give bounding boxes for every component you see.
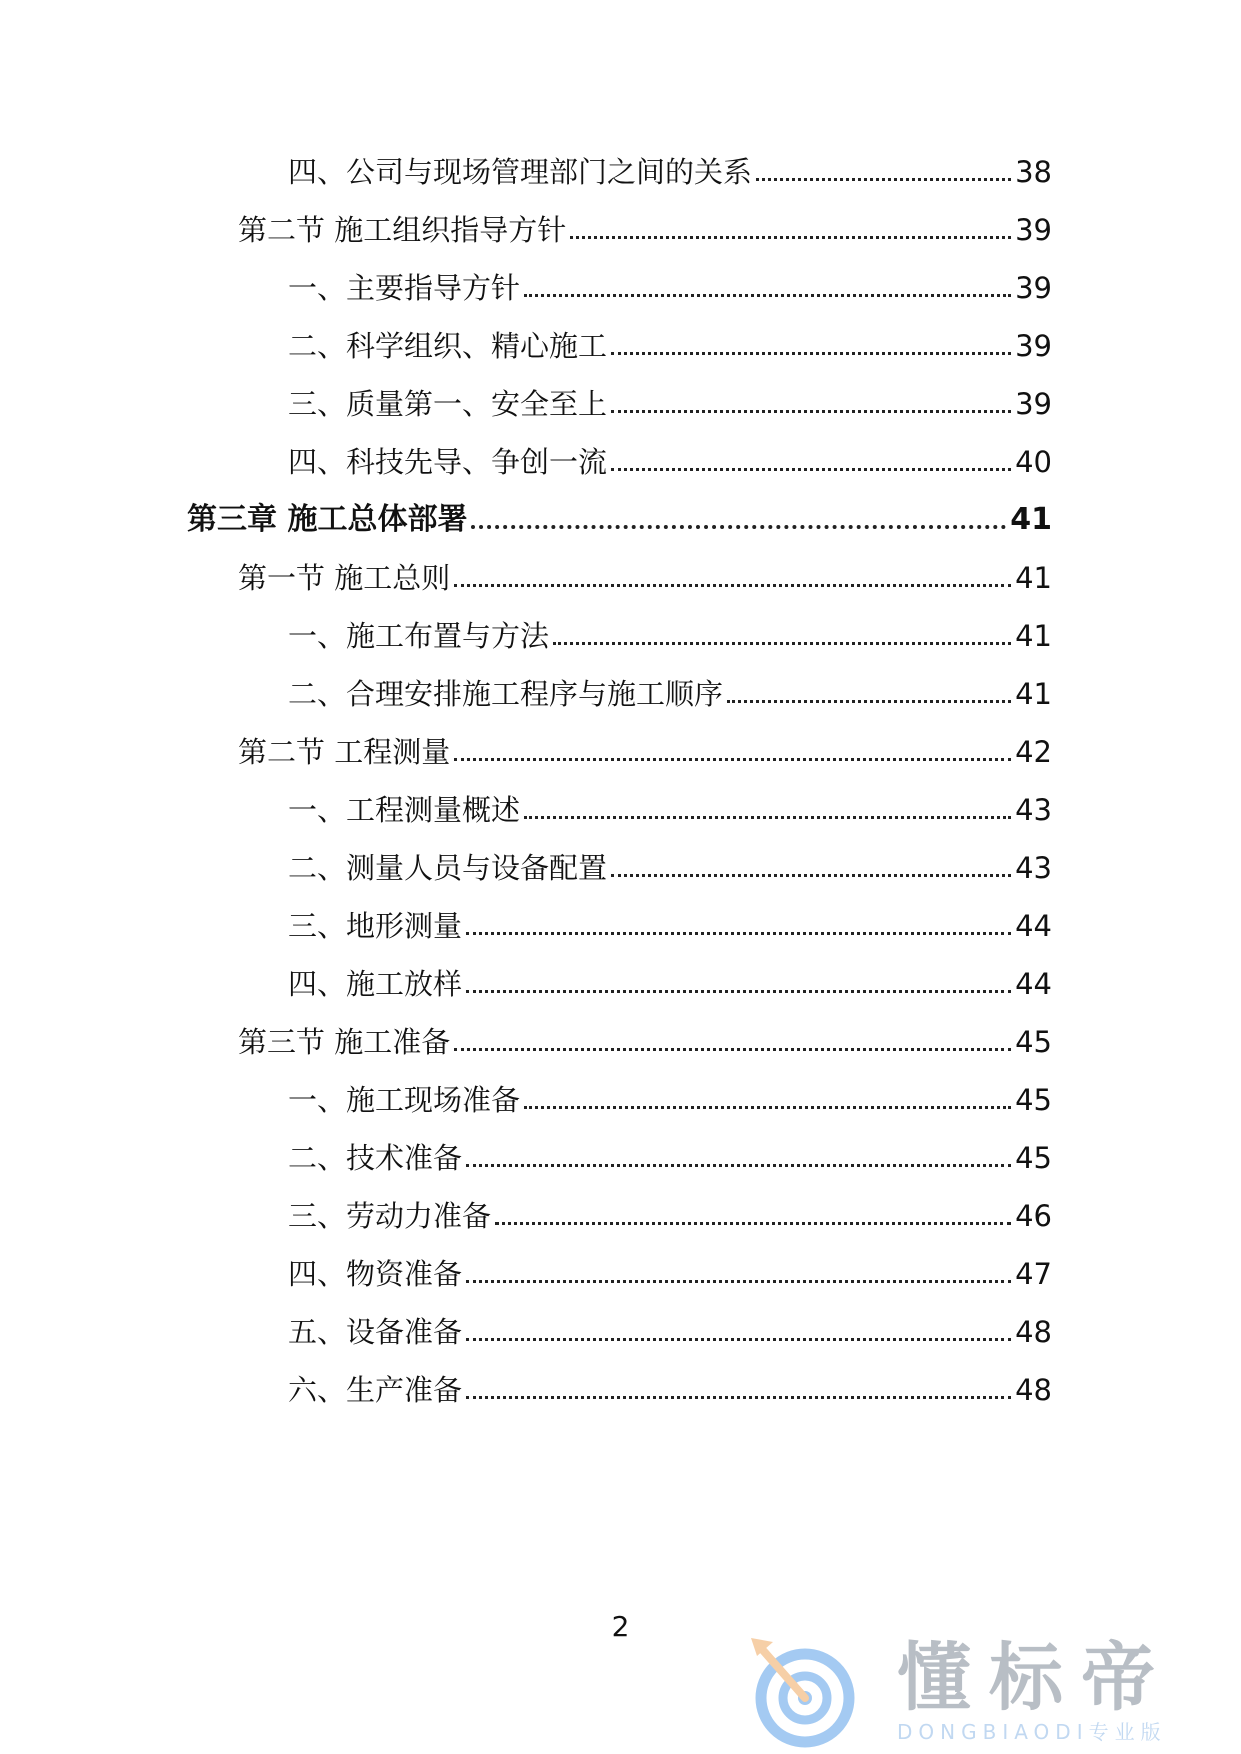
- toc-entry[interactable]: [288, 440, 1052, 480]
- toc-entry[interactable]: [288, 904, 1052, 944]
- toc-dot-leader: [466, 990, 1011, 993]
- toc-entry-page: 41: [1010, 502, 1052, 537]
- toc-entry-title: 三、质量第一、安全至上: [288, 387, 608, 421]
- toc-entry[interactable]: [238, 556, 1052, 596]
- toc-entry[interactable]: [288, 150, 1052, 190]
- toc-entry[interactable]: [288, 788, 1052, 828]
- toc-chapter-entry[interactable]: [187, 498, 1052, 538]
- toc-entry-title: 二、科学组织、精心施工: [288, 329, 608, 363]
- toc-dot-leader: [466, 932, 1011, 935]
- toc-entry[interactable]: [288, 962, 1052, 1002]
- toc-dot-leader: [466, 1280, 1011, 1283]
- toc-entry-page: 45: [1015, 1025, 1052, 1059]
- toc-entry-title: 第三节 施工准备: [238, 1025, 451, 1059]
- toc-entry[interactable]: [288, 1194, 1052, 1234]
- toc-entry-page: 48: [1015, 1373, 1052, 1407]
- toc-entry[interactable]: [288, 1310, 1052, 1350]
- toc-entry[interactable]: [238, 208, 1052, 248]
- toc-entry-page: 45: [1015, 1083, 1052, 1117]
- toc-entry-page: 46: [1015, 1199, 1052, 1233]
- toc-entry-page: 40: [1015, 445, 1052, 479]
- watermark-subtext: DONGBIAODI专业版: [897, 1720, 1167, 1744]
- toc-entry-title: 三、地形测量: [288, 909, 463, 943]
- toc-entry-title: 四、物资准备: [288, 1257, 463, 1291]
- toc-entry-page: 39: [1015, 387, 1052, 421]
- toc-entry-title: 一、施工布置与方法: [288, 619, 550, 653]
- toc-entry-page: 41: [1015, 619, 1052, 653]
- toc-entry[interactable]: [288, 266, 1052, 306]
- toc-entry-title: 四、施工放样: [288, 967, 463, 1001]
- toc-entry[interactable]: [288, 1078, 1052, 1118]
- toc-dot-leader: [524, 294, 1011, 297]
- toc-entry-page: 41: [1015, 677, 1052, 711]
- toc-dot-leader: [570, 236, 1011, 239]
- toc-entry-page: 38: [1015, 155, 1052, 189]
- toc-dot-leader: [471, 525, 1006, 529]
- toc-entry-title: 第一节 施工总则: [238, 561, 451, 595]
- toc-entry-page: 39: [1015, 329, 1052, 363]
- toc-entry[interactable]: [288, 614, 1052, 654]
- toc-entry-title: 第二节 施工组织指导方针: [238, 213, 567, 247]
- toc-entry-page: 48: [1015, 1315, 1052, 1349]
- toc-entry-title: 第二节 工程测量: [238, 735, 451, 769]
- toc-entry-title: 一、工程测量概述: [288, 793, 521, 827]
- toc-entry[interactable]: [288, 382, 1052, 422]
- toc-entry[interactable]: [238, 730, 1052, 770]
- toc-entry-page: 39: [1015, 271, 1052, 305]
- toc-dot-leader: [524, 816, 1011, 819]
- toc-entry[interactable]: [288, 672, 1052, 712]
- toc-entry-page: 39: [1015, 213, 1052, 247]
- toc-entry-title: 四、公司与现场管理部门之间的关系: [288, 155, 753, 189]
- toc-entry-title: 四、科技先导、争创一流: [288, 445, 608, 479]
- toc-dot-leader: [495, 1222, 1011, 1225]
- toc-dot-leader: [466, 1338, 1011, 1341]
- toc-entry-page: 47: [1015, 1257, 1052, 1291]
- toc-entry-page: 41: [1015, 561, 1052, 595]
- toc-entry-title: 二、合理安排施工程序与施工顺序: [288, 677, 724, 711]
- toc-entry[interactable]: [288, 846, 1052, 886]
- toc-entry-title: 三、劳动力准备: [288, 1199, 492, 1233]
- toc-entry-title: 六、生产准备: [288, 1373, 463, 1407]
- toc-entry[interactable]: [288, 1252, 1052, 1292]
- toc-entry-page: 43: [1015, 793, 1052, 827]
- toc-dot-leader: [611, 874, 1011, 877]
- toc-entry-title: 一、主要指导方针: [288, 271, 521, 305]
- toc-dot-leader: [756, 178, 1011, 181]
- toc-entry-title: 二、测量人员与设备配置: [288, 851, 608, 885]
- toc-dot-leader: [454, 584, 1011, 587]
- target-arrow-icon: [745, 1636, 865, 1748]
- toc-dot-leader: [611, 468, 1011, 471]
- toc-dot-leader: [611, 410, 1011, 413]
- toc-dot-leader: [524, 1106, 1011, 1109]
- toc-entry[interactable]: [238, 1020, 1052, 1060]
- toc-entry[interactable]: [288, 1368, 1052, 1408]
- toc-entry-title: 第三章 施工总体部署: [187, 502, 468, 537]
- toc-entry-page: 44: [1015, 909, 1052, 943]
- watermark: [745, 1636, 1225, 1748]
- toc-dot-leader: [466, 1164, 1011, 1167]
- toc-entry[interactable]: [288, 324, 1052, 364]
- toc-dot-leader: [553, 642, 1011, 645]
- page-number: 2: [611, 1610, 630, 1643]
- toc-entry-page: 45: [1015, 1141, 1052, 1175]
- toc-entry-page: 42: [1015, 735, 1052, 769]
- toc-entry-title: 一、施工现场准备: [288, 1083, 521, 1117]
- toc-dot-leader: [466, 1396, 1011, 1399]
- toc-entry-title: 二、技术准备: [288, 1141, 463, 1175]
- toc-dot-leader: [727, 700, 1011, 703]
- toc-dot-leader: [454, 758, 1011, 761]
- toc-entry-title: 五、设备准备: [288, 1315, 463, 1349]
- toc-dot-leader: [454, 1048, 1011, 1051]
- toc-entry-page: 43: [1015, 851, 1052, 885]
- toc-entry[interactable]: [288, 1136, 1052, 1176]
- toc-dot-leader: [611, 352, 1011, 355]
- watermark-text: 懂标帝: [897, 1635, 1173, 1721]
- toc-entry-page: 44: [1015, 967, 1052, 1001]
